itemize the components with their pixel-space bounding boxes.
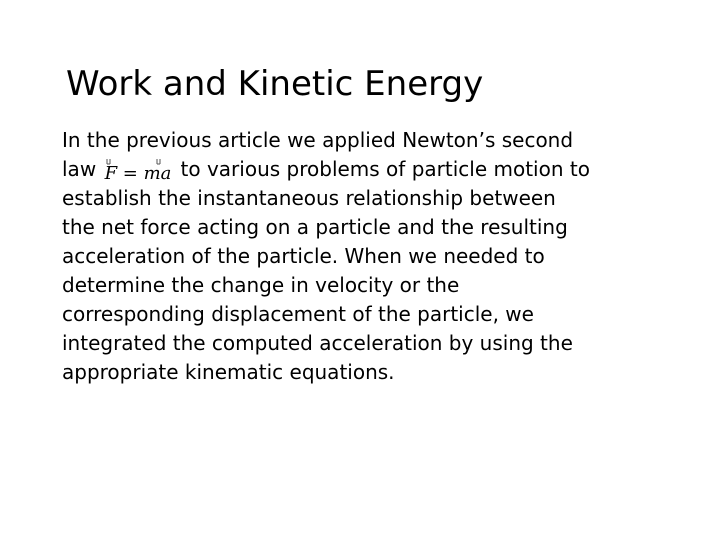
body-line: determine the change in velocity or the — [62, 273, 460, 297]
body-line-with-formula — [62, 155, 662, 184]
body-line: acceleration of the particle. When we needed to — [62, 244, 545, 268]
slide-title: Work and Kinetic Energy — [66, 64, 484, 104]
body-line: In the previous article we applied Newton’s second — [62, 128, 574, 152]
body-line: integrated the computed acceleration by using the — [62, 331, 573, 355]
body-line-law: law — [62, 157, 97, 181]
newton-second-law-formula — [102, 155, 174, 184]
body-line-rest: to various problems of particle motion to — [180, 157, 590, 181]
formula-text: F = ma — [104, 163, 172, 184]
slide-body — [62, 126, 662, 387]
formula-graphic — [102, 155, 174, 184]
body-line: the net force acting on a particle and the resulting — [62, 215, 568, 239]
body-line: establish the instantaneous relationship between — [62, 186, 556, 210]
body-line: corresponding displacement of the particle, we — [62, 302, 534, 326]
body-line: appropriate kinematic equations. — [62, 360, 395, 384]
